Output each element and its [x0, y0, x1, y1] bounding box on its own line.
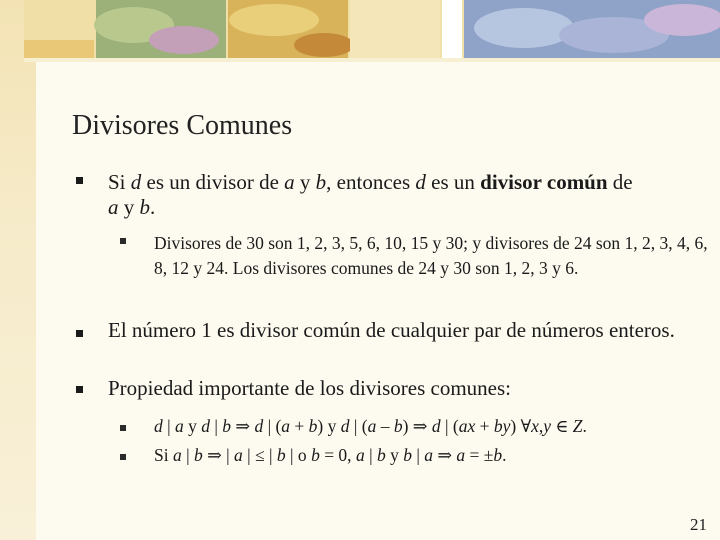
sub-bullet-marker	[120, 425, 126, 431]
slide-title: Divisores Comunes	[72, 110, 293, 141]
sub-bullet-marker	[120, 238, 126, 244]
bullet-1-text: Si d es un divisor de a y b, entonces d es un divisor común de a y b.	[108, 170, 633, 219]
bullet-2-text: El número 1 es divisor común de cualquier par de números enteros.	[108, 318, 675, 342]
decorative-leaf-banner	[24, 0, 720, 62]
bullet-marker	[76, 386, 83, 393]
sub-bullet-3-text: Si a | b ⇒ | a | ≤ | b | o b = 0, a | b y b | a ⇒ a = ±b.	[154, 445, 507, 465]
bullet-marker	[76, 330, 83, 337]
left-decorative-band	[0, 0, 36, 540]
sub-bullet-2-text: d | a y d | b ⇒ d | (a + b) y d | (a – b) ⇒ d | (ax + by) ∀x,y ∈ Z.	[154, 416, 587, 436]
sub-bullet-marker	[120, 454, 126, 460]
page-number: 21	[690, 515, 707, 534]
sub-bullet-1-text: Divisores de 30 son 1, 2, 3, 5, 6, 10, 15 y 30; y divisores de 24 son 1, 2, 3, 4, 6, 8, 12 y 24. Los divisores comunes de 24 y 30 son 1, 2, 3 y 6.	[154, 233, 708, 278]
bullet-3-text: Propiedad importante de los divisores comunes:	[108, 376, 512, 400]
bullet-marker	[76, 177, 83, 184]
